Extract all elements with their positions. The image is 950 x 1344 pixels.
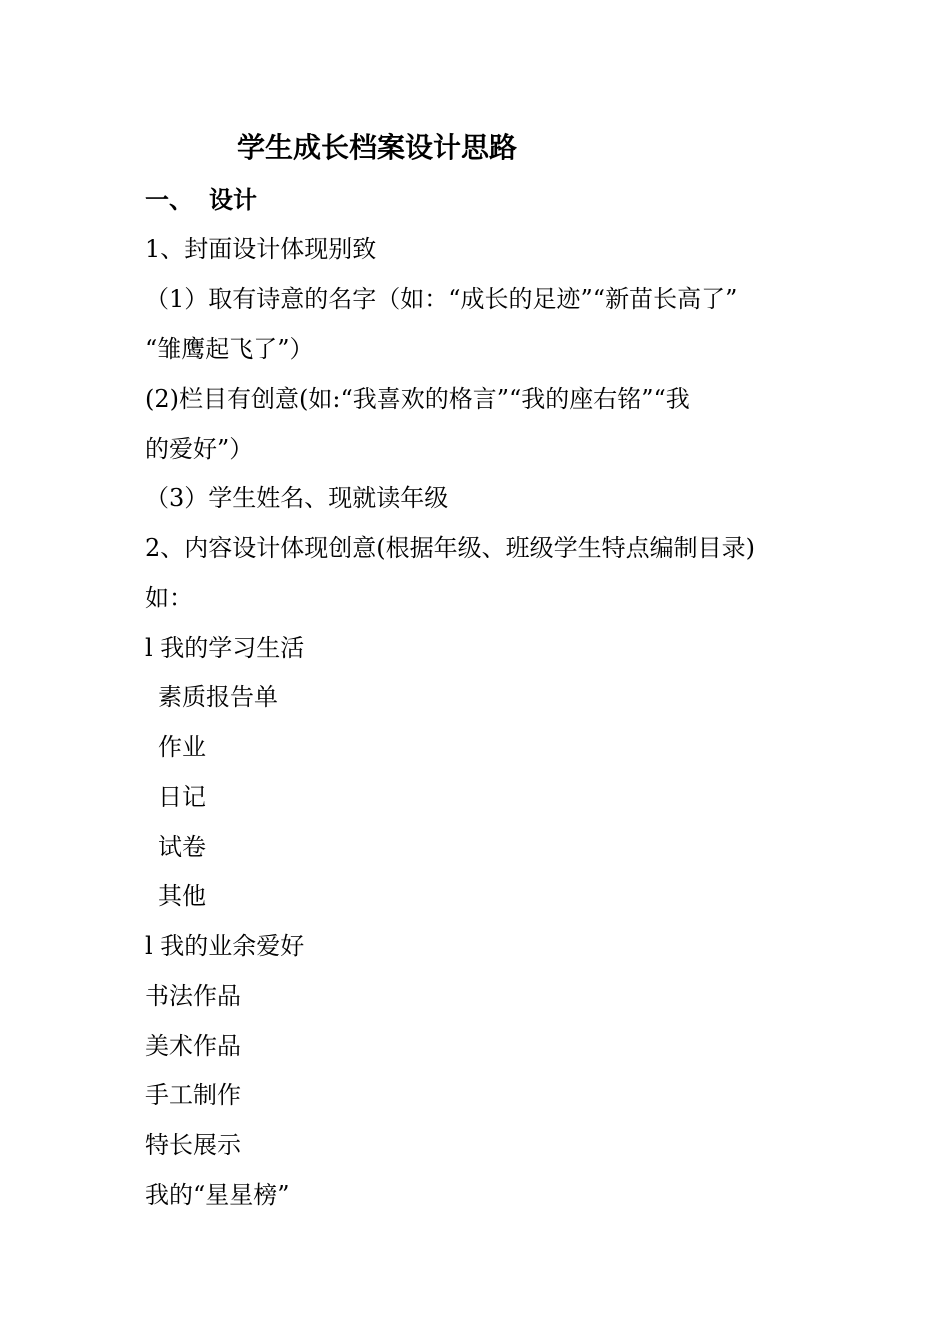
- list-subitem: 特长展示: [145, 1131, 241, 1159]
- section-heading-text: 设计: [209, 185, 257, 214]
- list-subitem: 书法作品: [145, 982, 241, 1010]
- paragraph-line: 1、封面设计体现别致: [145, 235, 377, 263]
- list-item: l 我的学习生活: [145, 634, 305, 662]
- paragraph-line: “雏鹰起飞了”）: [145, 335, 314, 363]
- list-item: l 我的业余爱好: [145, 932, 305, 960]
- paragraph-line: 2、内容设计体现创意(根据年级、班级学生特点编制目录): [145, 534, 755, 562]
- section-heading: [145, 183, 257, 217]
- section-number: 一、: [145, 185, 193, 214]
- paragraph-line: 如：: [145, 584, 193, 612]
- list-subitem: 美术作品: [145, 1032, 241, 1060]
- list-subitem: 素质报告单: [158, 683, 278, 711]
- paragraph-line: (2)栏目有创意(如:“我喜欢的格言”“我的座右铭”“我: [145, 385, 690, 413]
- document-title: 学生成长档案设计思路: [237, 131, 518, 164]
- list-subitem: 我的“星星榜”: [145, 1181, 290, 1209]
- paragraph-line: 的爱好”）: [145, 435, 254, 463]
- list-subitem: 试卷: [158, 833, 206, 861]
- list-subitem: 手工制作: [145, 1081, 241, 1109]
- list-subitem: 其他: [158, 882, 206, 910]
- paragraph-line: （1）取有诗意的名字（如：“成长的足迹”“新苗长高了”: [145, 285, 738, 313]
- paragraph-line: （3）学生姓名、现就读年级: [145, 484, 449, 512]
- list-subitem: 日记: [158, 783, 206, 811]
- list-subitem: 作业: [158, 733, 206, 761]
